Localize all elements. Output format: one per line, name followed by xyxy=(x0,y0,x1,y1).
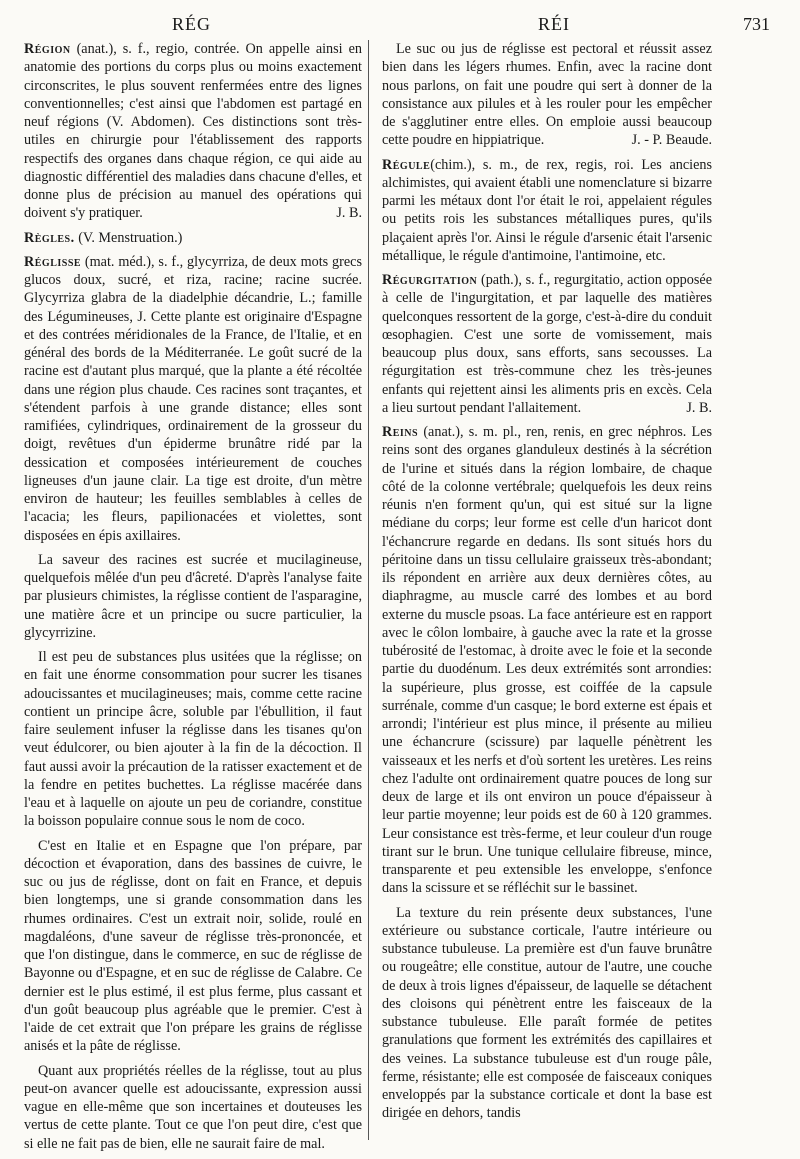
entry-saveur xyxy=(24,551,362,642)
headword: Régurgitation xyxy=(382,272,478,288)
headword: Règles. xyxy=(24,229,75,246)
entry-reins xyxy=(382,423,712,898)
entry-usitees xyxy=(24,648,362,831)
running-head-left: RÉG xyxy=(172,14,211,34)
headword: Régule xyxy=(382,156,431,173)
entry-text: (anat.), s. m. pl., ren, renis, en grec néphros. Les reins sont des organes glanduleux destinés à la sécrétion de l'urine et situés dans la région lombaire, de chaque côté de la colonne vertébrale; quelquefois les deux reins réunis n'en forment qu'un, qui est situé sur la ligne médiane du corps; leur forme est celle d'un haricot dont l'échancrure regarde en dedans. Ils sont situés hors du péritoine dans un tissu cellulaire graisseux très-abondant; ils répondent en arrière aux deux dernières côtes, au diaphragme, au muscle carré des lombes et au bord externe du muscle psoas. La face antérieure est en rapport avec le côlon lombaire, à gauche avec la rate et la grosse tubérosité de l'estomac, à droite avec le foie et la seconde partie du duodénum. Les deux extrémités sont arrondies: la supérieure, plus grosse, est coiffée de la capsule surrénale, comme d'un casque; le bord externe est épais et arrondi; l'intérieur est plus mince, il présente au milieu une échancrure (scissure) par laquelle pénètrent les vaisseaux et les nerfs et d'où sortent les uretères. Les reins chez l'adulte ont ordinairement quatre pouces de long sur deux de large et ils ont environ un pouce d'épaisseur à leur partie moyenne; leur poids est de 60 à 120 grammes. Leur consistance est très-ferme, et leur couleur d'un rouge tirant sur le brun. Une tunique cellulaire fibreuse, mince, transparente et peu extensible les enveloppe, s'enfonce dans la scissure et se réfléchit sur le bassinet. xyxy=(382,424,712,897)
headword: Réglisse xyxy=(24,253,82,270)
entry-reglisse xyxy=(24,253,362,545)
left-column xyxy=(24,40,362,1159)
entry-text: Le suc ou jus de réglisse est pectoral et réussit assez bien dans les légers rhumes. Enfin, avec la racine dont nous parlons, on fait une poudre qui sert à donner de la consistance aux pilules et à les rouler pour les empêcher de s'agglutiner entre elles. On emploie aussi beaucoup cette poudre en hippiatrique. xyxy=(382,41,712,149)
entry-regurgitation xyxy=(382,271,712,417)
headword: Reins xyxy=(382,424,419,440)
entry-text: La saveur des racines est sucrée et mucilagineuse, quelquefois mêlée d'un peu d'âcreté. D'après l'analyse faite par plusieurs chimistes, la réglisse contient de l'asparagine, une matière âcre et un principe ou sucre particulier, la glycyrrizine. xyxy=(24,551,362,641)
signature: J. B. xyxy=(686,399,712,416)
signature: J. B. xyxy=(336,205,362,222)
entry-text: (mat. méd.), s. f., glycyrriza, de deux mots grecs glucos doux, sucré, et riza, racine; racine sucrée. Glycyrriza glabra de la diadelphie décandrie, L.; famille des Légumineuses, J. Cette plante est originaire d'Espagne et des contrées méridionales de la France, de l'Italie, et en général des bords de la Méditerranée. Le goût sucré de la racine est d'autant plus marqué, que la plante a été récoltée dans une région plus chaude. Ces racines sont traçantes, et s'étendent parfois à une grande distance; elles sont ramifiées, cylindriques, ordinairement de la grosseur du doigt, revêtues d'un épiderme brunâtre ridé par la dessication et composées intérieurement de couches ligneuses d'un jaune clair. La tige est droite, d'un mètre environ de hauteur; les feuilles semblables à celles de l'acacia; les fleurs, papilionacées et violettes, sont disposées en épis axillaires. xyxy=(24,253,362,544)
entry-text: (V. Menstruation.) xyxy=(74,229,183,246)
entry-texture xyxy=(382,904,712,1123)
signature: J. - P. Beaude. xyxy=(631,132,712,149)
entry-text: La texture du rein présente deux substances, l'une extérieure ou substance corticale, l'autre intérieure ou substance tubuleuse. La première est d'un fauve brunâtre ou rougeâtre; elle constitue, autour de l'autre, une couche de deux à trois lignes d'épaisseur, de laquelle se détachent des cloisons qui pénètrent entre les faisceaux de la substance tubuleuse. Elle paraît formée de petites granulations que forment les extrémités des capillaires et des veines. La substance tubuleuse est d'un rouge pâle, ferme, résistante; elle est composée de faisceaux coniques enveloppés par la substance corticale et dont la base est dirigée en dehors, tandis xyxy=(382,904,712,1122)
entry-text: (chim.), s. m., de rex, regis, roi. Les anciens alchimistes, qui avaient établi une nomenclature si bizarre parmi les métaux dont l'or était le roi, appelaient régules ou petits rois les substances métalliques pures, qu'ils plaçaient après l'or. Ainsi le régule d'arsenic était l'arsenic métallique, le régule d'antimoine, l'antimoine, etc. xyxy=(382,156,712,264)
entry-regule xyxy=(382,156,712,266)
entry-text: Il est peu de substances plus usitées que la réglisse; on en fait une énorme consommation pour sucrer les tisanes adoucissantes et mucilagineuses; mais, comme cette racine contient un principe âcre, soluble par l'ébullition, il faut faire seulement infuser la réglisse dans les tisanes qu'on veut édulcorer, ou bien ajouter à la fin de la décoction. Il faut aussi avoir la précaution de la ratisser exactement et de la fendre en petites buchettes. La réglisse macérée dans l'eau et à laquelle on ajoute un peu de coriandre, constitue la boisson populaire connue sous le nom de coco. xyxy=(24,649,362,830)
entry-proprietes xyxy=(24,1062,362,1153)
entry-italie xyxy=(24,837,362,1056)
headword: Région xyxy=(24,41,71,57)
column-divider xyxy=(368,40,369,1140)
entry-text: (path.), s. f., regurgitatio, action opposée à celle de l'ingurgitation, et par laquelle des matières quelconques ressortent de la gorge, c'est-à-dire du conduit œsophagien. C'est une sorte de vomissement, mais beaucoup plus doux, sans efforts, sans secousses. La régurgitation est très-commune chez les très-jeunes enfants qui rejettent ainsi les aliments pris en excès. Cela a lieu surtout pendant l'allaitement. xyxy=(382,272,712,416)
running-head-center: RÉI xyxy=(538,14,570,34)
entry-text: (anat.), s. f., regio, contrée. On appelle ainsi en anatomie des portions du corps plus ou moins exactement circonscrites, le plus souvent renfermées entre des lignes conventionnelles; c'est ainsi que l'abdomen est partagé en neuf régions (V. Abdomen). Ces distinctions sont très-utiles en chirurgie pour l'établissement des rapports respectifs des organes dans chaque région, ce qui aide au diagnostic différentiel des maladies dans chacune d'elles, et donne plus de précision au manuel des opérations qui doivent s'y pratiquer. xyxy=(24,41,362,222)
entry-text: C'est en Italie et en Espagne que l'on prépare, par décoction et évaporation, dans des bassines de cuivre, le suc ou jus de réglisse, dont on fait en France, et depuis bien longtemps, une si grande consommation dans les rhumes ordinaires. C'est un extrait noir, solide, roulé en magdaléons, d'une saveur de réglisse très-prononcée, et que l'on distingue, dans le commerce, en suc de réglisse de Bayonne ou d'Espagne, et en suc de réglisse de Calabre. Ce dernier est le plus estimé, il est plus ferme, plus cassant et d'un goût beaucoup plus agréable que le premier. C'est à l'aide de cet extrait que l'on prépare les grains de réglisse anisés et la pâte de réglisse. xyxy=(24,837,362,1055)
entry-suc xyxy=(382,40,712,150)
entry-text: Quant aux propriétés réelles de la réglisse, tout au plus peut-on avancer quelle est adoucissante, expression aussi vague en elle-même que son incertaines et douteuses les vertus de cette plante. Tout ce que l'on peut dire, c'est que si elle ne fait pas de bien, elle ne saurait faire de mal. xyxy=(24,1062,362,1152)
right-column xyxy=(382,40,712,1129)
entry-region xyxy=(24,40,362,223)
page-number: 731 xyxy=(743,14,770,34)
entry-regles xyxy=(24,229,362,247)
page-header xyxy=(30,14,780,38)
